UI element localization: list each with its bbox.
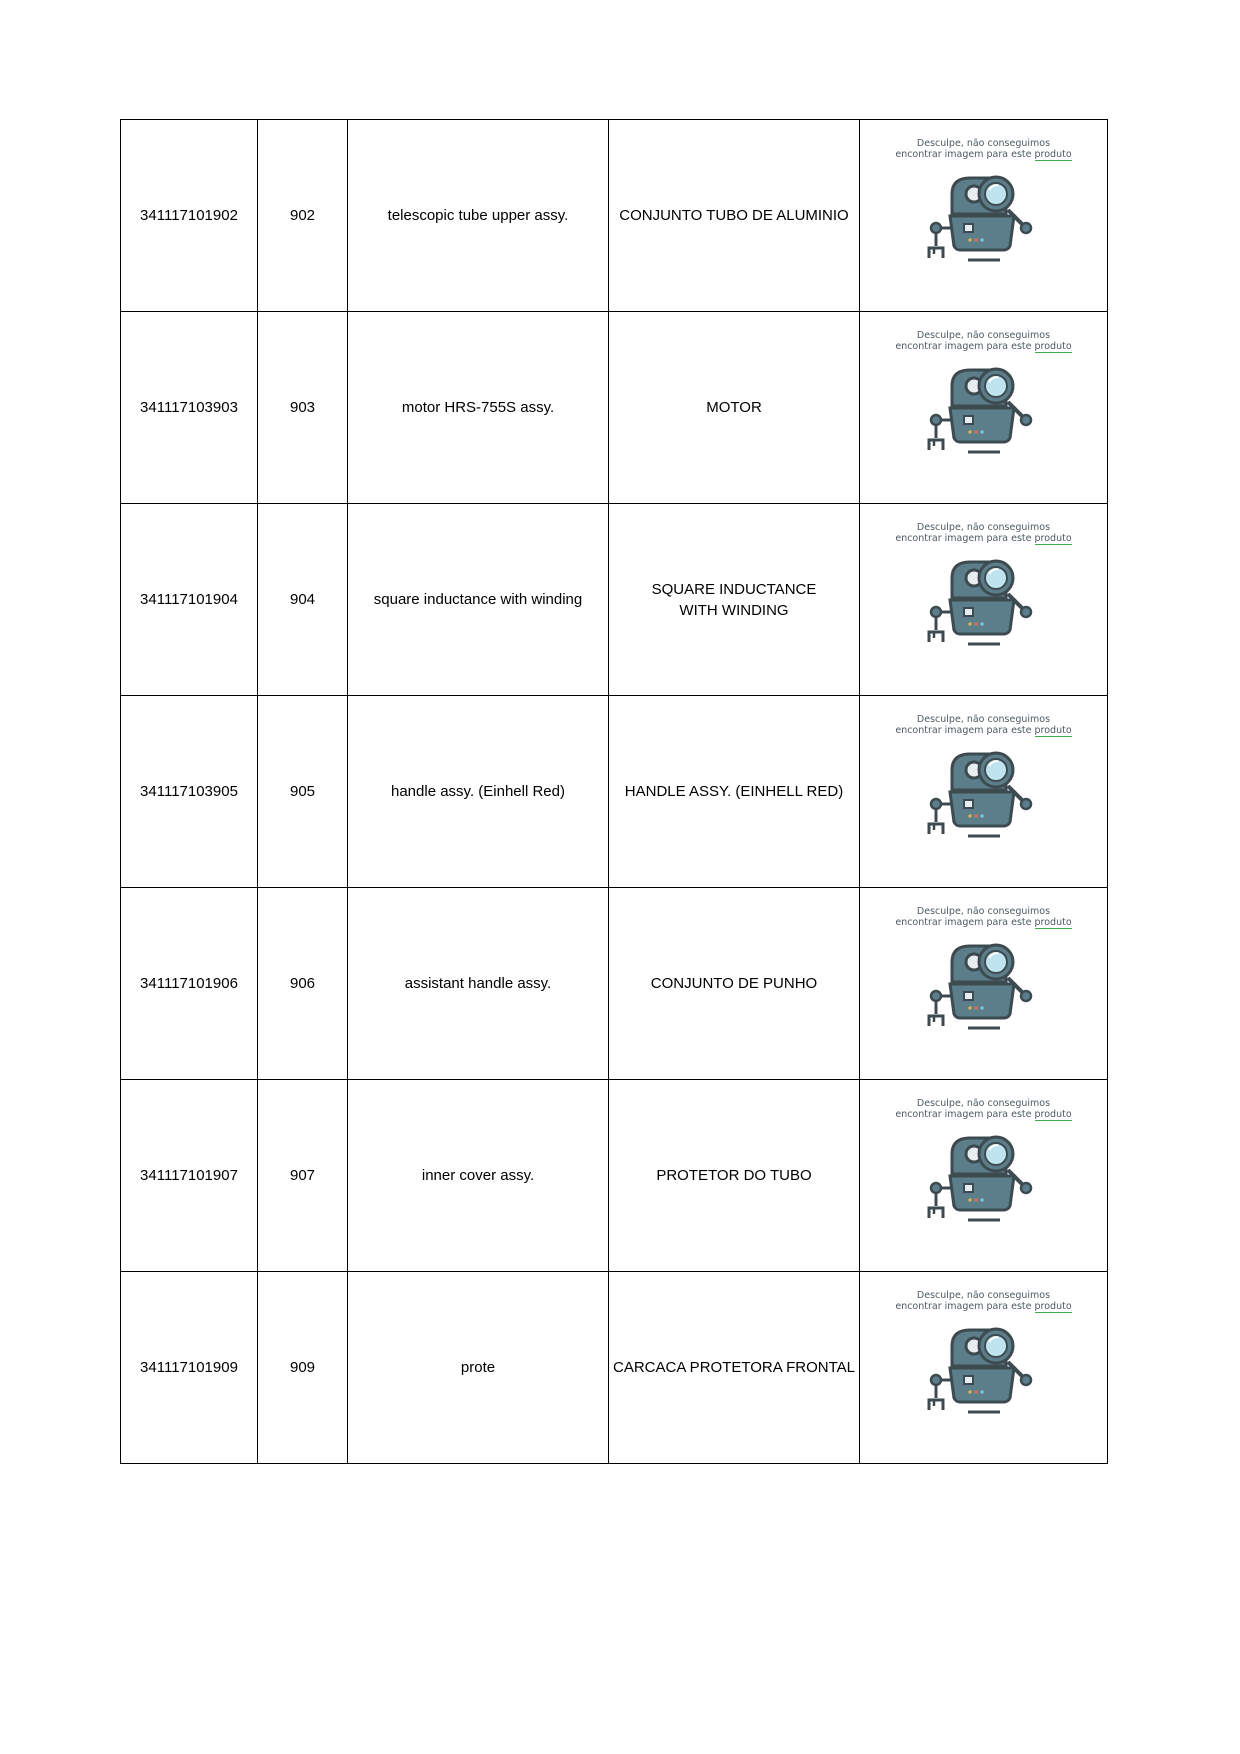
placeholder-caption [895, 906, 1071, 928]
product-image-cell [860, 504, 1108, 696]
english-description-cell [348, 120, 609, 312]
image-not-found-placeholder [860, 130, 1107, 301]
placeholder-caption [895, 1290, 1071, 1312]
product-image-cell [860, 120, 1108, 312]
position-number: 903 [289, 399, 316, 416]
placeholder-caption [895, 714, 1071, 736]
image-not-found-placeholder [860, 322, 1107, 493]
part-number-cell [121, 312, 258, 504]
position-cell [258, 1080, 348, 1272]
part-number-cell [121, 120, 258, 312]
product-image-cell [860, 888, 1108, 1080]
portuguese-description-cell [609, 1080, 860, 1272]
english-description: handle assy. (Einhell Red) [391, 783, 565, 800]
part-number: 341117101906 [140, 975, 238, 992]
table-row [121, 120, 1108, 312]
position-number: 905 [289, 783, 316, 800]
robot-magnifier-icon [924, 742, 1044, 842]
placeholder-caption [895, 1098, 1071, 1120]
robot-magnifier-icon [924, 358, 1044, 458]
portuguese-description: PROTETOR DO TUBO [656, 1167, 812, 1184]
part-number: 341117103903 [140, 399, 238, 416]
portuguese-description: SQUARE INDUCTANCE WITH WINDING [651, 580, 817, 619]
parts-table [120, 119, 1108, 1464]
placeholder-caption-line2-text: encontrar imagem para este [895, 533, 1035, 544]
placeholder-caption-link-word: produto [1034, 533, 1072, 544]
portuguese-description-cell [609, 696, 860, 888]
image-not-found-placeholder [860, 1282, 1107, 1453]
english-description-cell [348, 1080, 609, 1272]
placeholder-caption-line2-text: encontrar imagem para este [895, 917, 1035, 928]
image-not-found-placeholder [860, 514, 1107, 685]
placeholder-caption-line2 [895, 917, 1071, 928]
english-description: inner cover assy. [421, 1167, 535, 1184]
english-description-cell [348, 888, 609, 1080]
placeholder-caption-link-word: produto [1034, 725, 1072, 736]
portuguese-description-cell [609, 120, 860, 312]
table-row [121, 1080, 1108, 1272]
placeholder-caption [895, 522, 1071, 544]
part-number-cell [121, 888, 258, 1080]
placeholder-caption-line2 [895, 149, 1071, 160]
table-row [121, 696, 1108, 888]
placeholder-caption [895, 138, 1071, 160]
position-cell [258, 1272, 348, 1464]
part-number-cell [121, 504, 258, 696]
placeholder-caption-line2 [895, 725, 1071, 736]
english-description-cell [348, 696, 609, 888]
english-description: motor HRS-755S assy. [401, 399, 555, 416]
table-row [121, 312, 1108, 504]
placeholder-caption-line2 [895, 1109, 1071, 1120]
position-cell [258, 504, 348, 696]
placeholder-caption-line2-text: encontrar imagem para este [895, 1109, 1035, 1120]
placeholder-caption-line1: Desculpe, não conseguimos [916, 330, 1051, 341]
part-number-cell [121, 696, 258, 888]
robot-magnifier-icon [924, 934, 1044, 1034]
placeholder-caption-line1: Desculpe, não conseguimos [916, 714, 1051, 725]
position-number: 906 [289, 975, 316, 992]
portuguese-description: HANDLE ASSY. (EINHELL RED) [624, 783, 844, 800]
placeholder-caption-line1: Desculpe, não conseguimos [916, 906, 1051, 917]
image-not-found-placeholder [860, 898, 1107, 1069]
placeholder-caption-line1: Desculpe, não conseguimos [916, 522, 1051, 533]
placeholder-caption-line2 [895, 533, 1071, 544]
portuguese-description: CARCACA PROTETORA FRONTAL [613, 1359, 855, 1376]
placeholder-caption-link-word: produto [1034, 341, 1072, 352]
part-number: 341117101904 [140, 591, 238, 608]
portuguese-description: CONJUNTO DE PUNHO [650, 975, 818, 992]
english-description-cell [348, 312, 609, 504]
position-number: 907 [289, 1167, 316, 1184]
placeholder-caption-line2 [895, 341, 1071, 352]
english-description: square inductance with winding [373, 591, 583, 608]
position-number: 902 [289, 207, 316, 224]
portuguese-description-cell [609, 888, 860, 1080]
position-number: 909 [289, 1359, 316, 1376]
english-description: assistant handle assy. [404, 975, 552, 992]
english-description-cell [348, 504, 609, 696]
product-image-cell [860, 312, 1108, 504]
parts-table-body [121, 120, 1108, 1464]
placeholder-caption-line2 [895, 1301, 1071, 1312]
placeholder-caption-line1: Desculpe, não conseguimos [916, 1290, 1051, 1301]
image-not-found-placeholder [860, 1090, 1107, 1261]
table-row [121, 504, 1108, 696]
position-number: 904 [289, 591, 316, 608]
position-cell [258, 696, 348, 888]
position-cell [258, 888, 348, 1080]
placeholder-caption-line1: Desculpe, não conseguimos [916, 1098, 1051, 1109]
placeholder-caption-line2-text: encontrar imagem para este [895, 1301, 1035, 1312]
product-image-cell [860, 1080, 1108, 1272]
part-number: 341117103905 [140, 783, 238, 800]
english-description: prote [460, 1359, 496, 1376]
placeholder-caption-line2-text: encontrar imagem para este [895, 341, 1035, 352]
image-not-found-placeholder [860, 706, 1107, 877]
portuguese-description: MOTOR [706, 399, 762, 416]
table-row [121, 888, 1108, 1080]
placeholder-caption-line2-text: encontrar imagem para este [895, 149, 1035, 160]
robot-magnifier-icon [924, 1318, 1044, 1418]
position-cell [258, 120, 348, 312]
portuguese-description: CONJUNTO TUBO DE ALUMINIO [619, 207, 849, 224]
part-number: 341117101907 [140, 1167, 238, 1184]
english-description: telescopic tube upper assy. [387, 207, 569, 224]
placeholder-caption-link-word: produto [1034, 1109, 1072, 1120]
robot-magnifier-icon [924, 166, 1044, 266]
placeholder-caption-line2-text: encontrar imagem para este [895, 725, 1035, 736]
portuguese-description-cell [609, 312, 860, 504]
placeholder-caption [895, 330, 1071, 352]
part-number: 341117101902 [140, 207, 238, 224]
part-number-cell [121, 1080, 258, 1272]
portuguese-description-cell [609, 1272, 860, 1464]
placeholder-caption-link-word: produto [1034, 1301, 1072, 1312]
placeholder-caption-link-word: produto [1034, 917, 1072, 928]
product-image-cell [860, 1272, 1108, 1464]
position-cell [258, 312, 348, 504]
table-row [121, 1272, 1108, 1464]
english-description-cell [348, 1272, 609, 1464]
robot-magnifier-icon [924, 550, 1044, 650]
placeholder-caption-line1: Desculpe, não conseguimos [916, 138, 1051, 149]
portuguese-description-cell [609, 504, 860, 696]
placeholder-caption-link-word: produto [1034, 149, 1072, 160]
part-number-cell [121, 1272, 258, 1464]
part-number: 341117101909 [140, 1359, 238, 1376]
product-image-cell [860, 696, 1108, 888]
robot-magnifier-icon [924, 1126, 1044, 1226]
